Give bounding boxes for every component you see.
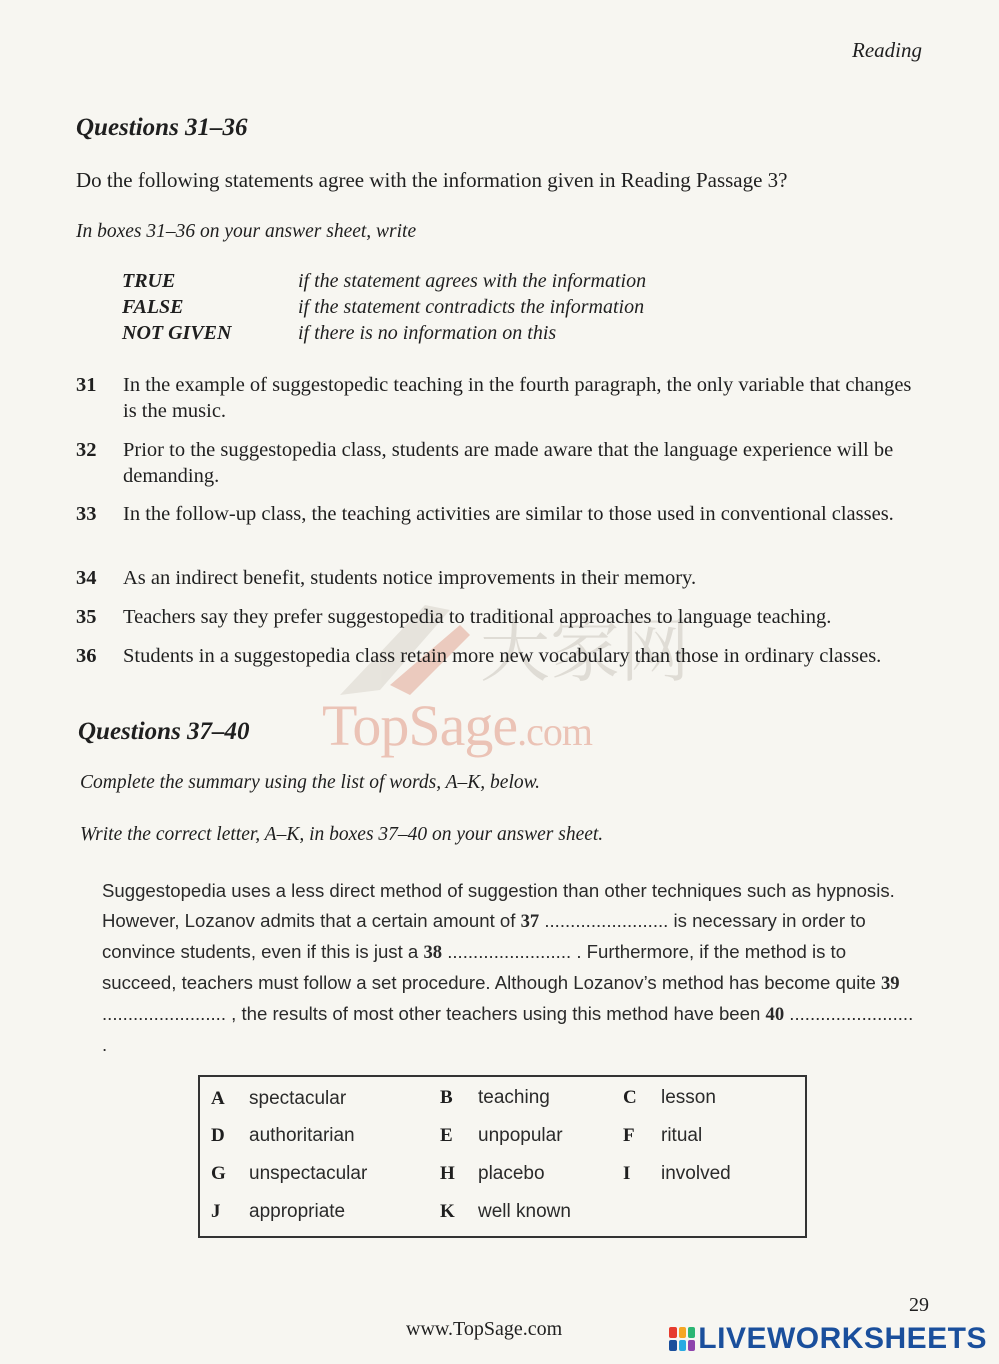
question-36: [76, 643, 924, 669]
footer-url: www.TopSage.com: [406, 1318, 563, 1340]
key-code: TRUE: [122, 270, 176, 292]
key-row-false: [122, 296, 646, 322]
liveworksheets-grid-icon: [669, 1327, 695, 1351]
word-option: A spectacular: [211, 1088, 347, 1109]
watermark-text: TopSage.com: [322, 693, 592, 758]
question-text: Teachers say they prefer suggestopedia to traditional approaches to language teaching.: [123, 606, 832, 628]
key-code: NOT GIVEN: [122, 322, 232, 344]
question-text: In the example of suggestopedic teaching in the fourth paragraph, the only variable that changes is the music.: [123, 374, 912, 422]
summary-paragraph: Suggestopedia uses a less direct method of suggestion than other techniques such as hypnosis. However, Lozanov admits that a certain amount of 37 ........................ is necessary in order to convince students, even if this is just a 38 ........................ . Furthermore, if the method is to succeed, teachers must follow a set procedure. Although Lozanov’s method has become quite 39 ........................ , the results of most other teachers using this method have been 40 ........................ .: [102, 880, 914, 1055]
questions-31-36-heading: Questions 31–36: [76, 114, 248, 141]
key-meaning: if the statement agrees with the information: [298, 270, 647, 292]
page-number: 29: [909, 1294, 929, 1316]
word-option: J appropriate: [211, 1201, 346, 1222]
key-row-not-given: [122, 322, 646, 348]
question-text: In the follow-up class, the teaching activities are similar to those used in conventional classes.: [123, 503, 894, 525]
question-number: 33: [76, 503, 97, 525]
question-number: 32: [76, 439, 97, 461]
gap-37-number: 37: [520, 911, 540, 932]
liveworksheets-wordmark: LIVEWORKSHEETS: [698, 1322, 987, 1355]
question-35: [76, 604, 924, 630]
question-text: Students in a suggestopedia class retain more new vocabulary than those in ordinary classes.: [123, 645, 882, 667]
key-row-true: [122, 270, 646, 296]
word-option: G unspectacular: [211, 1163, 368, 1184]
question-text: Prior to the suggestopedia class, students are made aware that the language experience will be demanding.: [123, 439, 894, 487]
question-text: As an indirect benefit, students notice improvements in their memory.: [123, 567, 697, 589]
liveworksheets-logo[interactable]: [669, 1322, 987, 1356]
question-number: 36: [76, 645, 97, 667]
question-31: [76, 372, 924, 424]
questions-37-40-subinstruction: Write the correct letter, A–K, in boxes 37–40 on your answer sheet.: [80, 824, 604, 845]
gap-38-number: 38: [423, 942, 443, 963]
word-option: H placebo: [440, 1163, 545, 1184]
questions-37-40-heading: Questions 37–40: [78, 718, 250, 745]
key-code: FALSE: [122, 296, 184, 318]
word-option: K well known: [440, 1201, 571, 1222]
question-34: [76, 565, 924, 591]
word-option: E unpopular: [440, 1125, 563, 1146]
word-option: F ritual: [623, 1125, 703, 1146]
section-header: Reading: [852, 38, 922, 62]
word-option: C lesson: [623, 1087, 716, 1108]
question-33: [76, 501, 924, 527]
question-32: [76, 437, 924, 489]
question-number: 31: [76, 374, 97, 396]
word-list-box: [198, 1075, 807, 1238]
gap-39-number: 39: [881, 973, 900, 994]
question-number: 35: [76, 606, 97, 628]
key-meaning: if there is no information on this: [298, 322, 557, 344]
questions-31-36-subinstruction: In boxes 31–36 on your answer sheet, write: [76, 221, 417, 242]
svg-text:大家网: 大家网: [480, 610, 690, 692]
question-number: 34: [76, 567, 97, 589]
gap-40-number: 40: [765, 1004, 785, 1025]
answer-key-table: [122, 270, 646, 348]
word-option: D authoritarian: [211, 1125, 355, 1146]
word-option: B teaching: [440, 1087, 550, 1108]
key-meaning: if the statement contradicts the information: [298, 296, 645, 318]
word-option: I involved: [623, 1163, 731, 1184]
questions-31-36-instruction: Do the following statements agree with the information given in Reading Passage 3?: [76, 168, 788, 192]
questions-37-40-instruction: Complete the summary using the list of words, A–K, below.: [80, 772, 541, 793]
